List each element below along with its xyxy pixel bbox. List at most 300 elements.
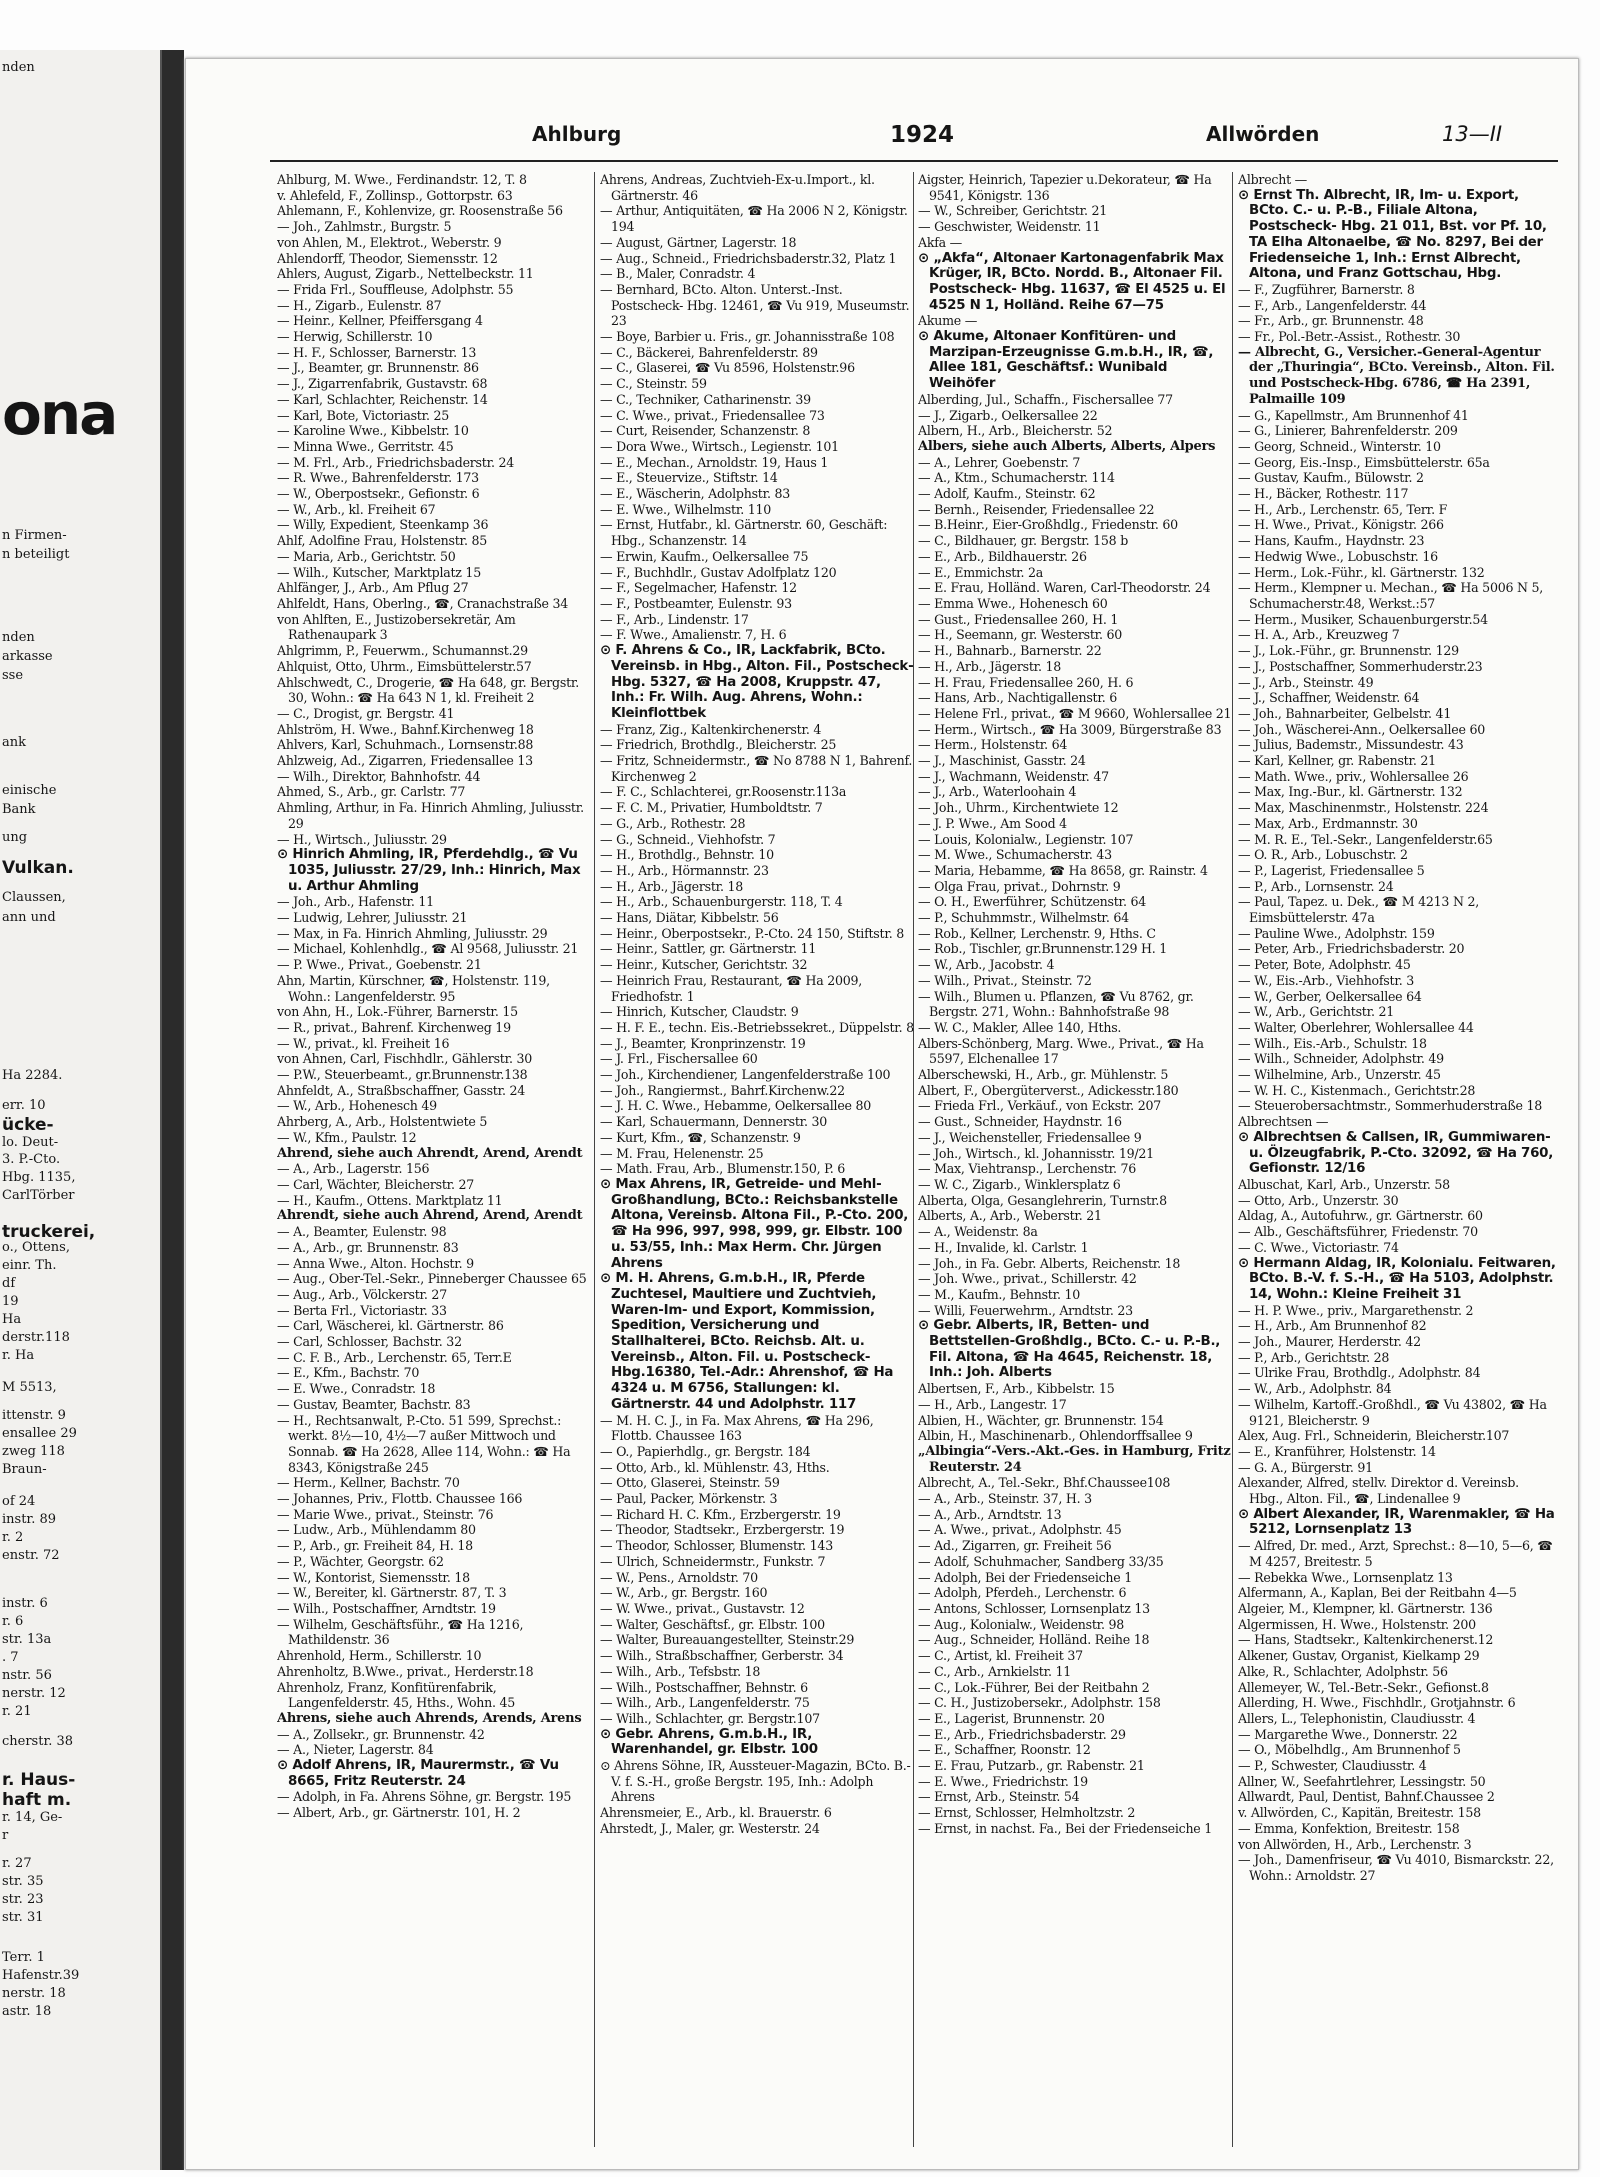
directory-entry: Alexander, Alfred, stellv. Direktor d. Vereinsb. Hbg., Alton. Fil., ☎, Lindenallee 9 xyxy=(1238,1475,1519,1507)
directory-entry: — E., Steuervize., Stiftstr. 14 xyxy=(600,470,778,486)
directory-entry: Ahlburg, M. Wwe., Ferdinandstr. 12, T. 8 xyxy=(277,172,527,187)
neighbour-page-fragment: r. 27 xyxy=(2,1856,32,1871)
directory-entry: — A., Nieter, Lagerstr. 84 xyxy=(277,1742,434,1758)
directory-entry: von Ahlften, E., Justizobersekretär, Am Rathenaupark 3 xyxy=(277,611,516,643)
neighbour-page-fragment: nden xyxy=(2,60,35,75)
firm-entry: ⊙ Hinrich Ahmling, IR, Pferdehdlg., ☎ Vu 1035, Juliusstr. 27/29, Inh.: Hinrich, Max u. Arthur Ahmling xyxy=(277,847,581,894)
directory-entry: — Aug., Schneid., Friedrichsbaderstr.32, Platz 1 xyxy=(600,250,897,266)
directory-entry: — Walter, Oberlehrer, Wohlersallee 44 xyxy=(1238,1019,1474,1035)
directory-entry: — E., Kfm., Bachstr. 70 xyxy=(277,1365,420,1381)
directory-entry: — Karl, Kellner, gr. Rabenstr. 21 xyxy=(1238,753,1436,769)
directory-entry: — W., Arb., Hohenesch 49 xyxy=(277,1098,437,1114)
directory-entry: — B.Heinr., Eier-Großhdlg., Friedenstr. 60 xyxy=(918,517,1178,533)
neighbour-page-fragment: Ha xyxy=(2,1312,22,1327)
neighbour-page-fragment: ittenstr. 9 xyxy=(2,1408,66,1423)
neighbour-page-fragment: Braun- xyxy=(2,1462,47,1477)
directory-entry: — Helene Frl., privat., ☎ M 9660, Wohlersallee 21 xyxy=(918,705,1232,721)
directory-entry: Ahmed, S., Arb., gr. Carlstr. 77 xyxy=(277,784,466,800)
directory-entry: — W., Oberpostsekr., Gefionstr. 6 xyxy=(277,486,480,502)
page-number: 13—II xyxy=(1442,122,1503,146)
directory-entry: — Antons, Schlosser, Lornsenplatz 13 xyxy=(918,1600,1150,1616)
directory-entry: — Heinr., Oberpostsekr., P.-Cto. 24 150, Stiftstr. 8 xyxy=(600,925,904,941)
directory-entry: — Adolf, Schuhmacher, Sandberg 33/35 xyxy=(918,1553,1164,1569)
directory-entry: — F., Zugführer, Barnerstr. 8 xyxy=(1238,281,1415,297)
directory-entry: — H., Arb., Jägerstr. 18 xyxy=(918,658,1062,674)
directory-entry: — J. Frl., Fischersallee 60 xyxy=(600,1051,758,1067)
directory-entry: — Heinrich Frau, Restaurant, ☎ Ha 2009, Friedhofstr. 1 xyxy=(600,972,863,1004)
neighbour-page-fragment: Terr. 1 xyxy=(2,1950,45,1965)
directory-entry: — E., Arb., Friedrichsbaderstr. 29 xyxy=(918,1726,1126,1742)
directory-entry: — Heinr., Kutscher, Gerichtstr. 32 xyxy=(600,957,808,973)
directory-entry: — Bernhard, BCto. Alton. Unterst.-Inst. Postscheck- Hbg. 12461, ☎ Vu 919, Museumstr. 23 xyxy=(600,281,910,329)
directory-entry: — Paul, Tapez. u. Dek., ☎ M 4213 N 2, Eimsbüttelerstr. 47a xyxy=(1238,894,1479,926)
directory-entry: — Wilh., Postschaffner, Arndtstr. 19 xyxy=(277,1600,496,1616)
directory-entry: — Friedrich, Brothdlg., Bleicherstr. 25 xyxy=(600,737,837,753)
directory-entry: — Herm., Holstenstr. 64 xyxy=(918,737,1068,753)
directory-entry: — Emma, Konfektion, Breitestr. 158 xyxy=(1238,1820,1460,1836)
directory-entry: „Albingia“-Vers.-Akt.-Ges. in Hamburg, Fritz Reuterstr. 24 xyxy=(918,1443,1231,1475)
directory-entry: — C., Drogist, gr. Bergstr. 41 xyxy=(277,705,455,721)
directory-entry: — W., Kfm., Paulstr. 12 xyxy=(277,1129,417,1145)
directory-entry: — F. C., Schlachterei, gr.Roosenstr.113a xyxy=(600,784,847,800)
binding-gutter xyxy=(162,50,184,2170)
neighbour-page-fragment: n beteiligt xyxy=(2,547,70,562)
directory-entry: — Hans, Diätar, Kibbelstr. 56 xyxy=(600,910,779,926)
neighbour-page-fragment: zweg 118 xyxy=(2,1444,65,1459)
neighbour-page-fragment: str. 23 xyxy=(2,1892,44,1907)
directory-entry: — M. H. C. J., in Fa. Max Ahrens, ☎ Ha 296, Flottb. Chaussee 163 xyxy=(600,1412,874,1444)
directory-entry: — Ad., Zigarren, gr. Freiheit 56 xyxy=(918,1538,1112,1554)
directory-entry: — R. Wwe., Bahrenfelderstr. 173 xyxy=(277,470,479,486)
directory-entry: — Herm., Klempner u. Mechan., ☎ Ha 5006 N 5, Schumacherstr.48, Werkst.:57 xyxy=(1238,580,1544,611)
directory-entry: — E. Wwe., Friedrichstr. 19 xyxy=(918,1773,1088,1789)
directory-entry: — Adolph, Pferdeh., Lerchenstr. 6 xyxy=(918,1585,1127,1601)
directory-entry: — H., Zigarb., Eulenstr. 87 xyxy=(277,297,442,313)
neighbour-page-fragment: instr. 89 xyxy=(2,1512,57,1527)
directory-entry: — Wilh., Privat., Steinstr. 72 xyxy=(918,972,1092,988)
directory-entry: — Frida Frl., Souffleuse, Adolphstr. 55 xyxy=(277,281,514,297)
directory-entry: Alex, Aug. Frl., Schneiderin, Bleicherstr.107 xyxy=(1238,1428,1510,1444)
directory-entry: — F. C. M., Privatier, Humboldtstr. 7 xyxy=(600,800,823,816)
directory-entry: Ahlström, H. Wwe., Bahnf.Kirchenweg 18 xyxy=(277,721,534,737)
directory-entry: — Heinr., Kellner, Pfeiffersgang 4 xyxy=(277,313,483,329)
directory-entry: — O. R., Arb., Lobuschstr. 2 xyxy=(1238,847,1408,863)
directory-entry: — Joh., Wirtsch., kl. Johannisstr. 19/21 xyxy=(918,1145,1154,1161)
neighbour-page-fragment: n Firmen- xyxy=(2,528,67,543)
directory-entry: — Hedwig Wwe., Lobuschstr. 16 xyxy=(1238,548,1438,564)
neighbour-page-fragment: nstr. 56 xyxy=(2,1668,52,1683)
directory-entry: — Peter, Bote, Adolphstr. 45 xyxy=(1238,957,1411,973)
directory-entry: — Wilh., Schneider, Adolphstr. 49 xyxy=(1238,1051,1444,1067)
directory-entry: — P.W., Steuerbeamt., gr.Brunnenstr.138 xyxy=(277,1067,528,1083)
directory-entry: Ahrberg, A., Arb., Holstentwiete 5 xyxy=(277,1114,488,1130)
directory-entry: — Math. Frau, Arb., Blumenstr.150, P. 6 xyxy=(600,1161,846,1177)
directory-entry: — Carl, Wächter, Bleicherstr. 27 xyxy=(277,1177,475,1192)
neighbour-page-fragment: 3. P.-Cto. xyxy=(2,1152,61,1167)
directory-entry: Ahrens, Andreas, Zuchtvieh-Ex-u.Import., kl. Gärtnerstr. 46 xyxy=(600,172,875,203)
neighbour-page-fragment: einr. Th. xyxy=(2,1258,57,1273)
directory-entry: — W., Pens., Arnoldstr. 70 xyxy=(600,1569,758,1585)
directory-entry: Albers-Schönberg, Marg. Wwe., Privat., ☎ Ha 5597, Elchenallee 17 xyxy=(918,1035,1204,1067)
directory-entry: — W., privat., kl. Freiheit 16 xyxy=(277,1035,450,1051)
directory-entry: — Ernst, Hutfabr., kl. Gärtnerstr. 60, Geschäft: Hbg., Schanzenstr. 14 xyxy=(600,517,888,549)
directory-entry: — J. H. C. Wwe., Hebamme, Oelkersallee 80 xyxy=(600,1098,872,1114)
directory-entry: — H., Bahnarb., Barnerstr. 22 xyxy=(918,643,1102,659)
directory-entry: Ahmling, Arthur, in Fa. Hinrich Ahmling, Juliusstr. 29 xyxy=(277,800,584,831)
directory-entry: — C. H., Justizobersekr., Adolphstr. 158 xyxy=(918,1695,1161,1711)
directory-entry: — Curt, Reisender, Schanzenstr. 8 xyxy=(600,423,811,439)
neighbour-page-fragment: 19 xyxy=(2,1294,19,1309)
directory-entry: — Georg, Schneid., Winterstr. 10 xyxy=(1238,438,1441,454)
directory-column-3 xyxy=(918,172,1236,2147)
directory-entry: — Karl, Schlachter, Reichenstr. 14 xyxy=(277,391,488,407)
directory-entry: — Joh., Uhrm., Kirchentwiete 12 xyxy=(918,800,1119,816)
directory-entry: — H., Arb., Schauenburgerstr. 118, T. 4 xyxy=(600,894,843,910)
neighbour-page-fragment: str. 31 xyxy=(2,1910,44,1925)
directory-entry: — W., Eis.-Arb., Viehhofstr. 3 xyxy=(1238,972,1414,988)
directory-entry: — A., Arb., Lagerstr. 156 xyxy=(277,1161,430,1177)
neighbour-page-fragment: lo. Deut- xyxy=(2,1135,59,1150)
directory-entry: — O., Papierhdlg., gr. Bergstr. 184 xyxy=(600,1443,811,1459)
directory-entry: — H. F. E., techn. Eis.-Betriebssekret., Düppelstr. 8 xyxy=(600,1019,914,1035)
directory-entry: — Margarethe Wwe., Donnerstr. 22 xyxy=(1238,1726,1458,1742)
directory-entry: — P., Arb., Gerichtstr. 28 xyxy=(1238,1349,1390,1365)
directory-entry: — E., Emmichstr. 2a xyxy=(918,564,1044,580)
directory-entry: — A., Arb., gr. Brunnenstr. 83 xyxy=(277,1239,459,1255)
directory-entry: — H., Arb., Langestr. 17 xyxy=(918,1396,1067,1412)
directory-entry: — Frieda Frl., Verkäuf., von Eckstr. 207 xyxy=(918,1098,1161,1114)
directory-entry: — E., Lagerist, Brunnenstr. 20 xyxy=(918,1710,1105,1726)
directory-entry: Ahlgrimm, P., Feuerwm., Schumannst.29 xyxy=(277,643,528,659)
directory-entry: Ahn, Martin, Kürschner, ☎, Holstenstr. 119, Wohn.: Langenfelderstr. 95 xyxy=(277,972,550,1004)
directory-entry: — E. Wwe., Wilhelmstr. 110 xyxy=(600,501,771,517)
directory-entry: — Boye, Barbier u. Fris., gr. Johannisstraße 108 xyxy=(600,329,895,345)
head-first-name: Ahlburg xyxy=(532,122,622,146)
directory-entry: — Paul, Packer, Mörkenstr. 3 xyxy=(600,1491,778,1507)
directory-entry: Ahlendorff, Theodor, Siemensstr. 12 xyxy=(277,250,498,266)
directory-entry: — Joh., Arb., Hafenstr. 11 xyxy=(277,894,434,910)
directory-entry: — J., Arb., Waterloohain 4 xyxy=(918,784,1077,800)
directory-entry: — J., Weichensteller, Friedensallee 9 xyxy=(918,1129,1142,1145)
directory-entry: — Louis, Kolonialw., Legienstr. 107 xyxy=(918,831,1134,847)
directory-entry: — Maria, Hebamme, ☎ Ha 8658, gr. Rainstr. 4 xyxy=(918,862,1208,878)
directory-entry: — P., Schuhmmstr., Wilhelmstr. 64 xyxy=(918,910,1129,926)
directory-entry: Alfermann, A., Kaplan, Bei der Reitbahn 4—5 xyxy=(1238,1585,1517,1601)
directory-entry: — J., Arb., Steinstr. 49 xyxy=(1238,674,1374,690)
neighbour-page-fragment: err. 10 xyxy=(2,1098,46,1113)
directory-entry: — A., Ktm., Schumacherstr. 114 xyxy=(918,470,1115,486)
directory-column-1 xyxy=(277,172,595,2147)
directory-entry: — Theodor, Stadtsekr., Erzbergerstr. 19 xyxy=(600,1522,845,1538)
neighbour-page-fragment: truckerei, xyxy=(2,1222,96,1242)
neighbour-page-fragment: ung xyxy=(2,830,28,845)
neighbour-page-fragment: astr. 18 xyxy=(2,2004,52,2019)
directory-entry: — A., Zollsekr., gr. Brunnenstr. 42 xyxy=(277,1726,485,1742)
directory-entry: — Albrecht, G., Versicher.-General-Agentur der „Thuringia“, BCto. Vereinsb., Alton. Fil. und Postscheck-Hbg. 6786, ☎ Ha 2391, Palmaille 109 xyxy=(1238,344,1555,407)
directory-entry: — Richard H. C. Kfm., Erzbergerstr. 19 xyxy=(600,1506,841,1522)
directory-entry: von Ahn, H., Lok.-Führer, Barnerstr. 15 xyxy=(277,1004,518,1020)
directory-entry: — Wilh., Direktor, Bahnhofstr. 44 xyxy=(277,768,481,784)
directory-entry: Alberschewski, H., Arb., gr. Mühlenstr. 5 xyxy=(918,1067,1169,1083)
directory-entry: Albin, H., Maschinenarb., Ohlendorffsallee 9 xyxy=(918,1428,1193,1444)
directory-entry: — W., Kontorist, Siemensstr. 18 xyxy=(277,1569,470,1585)
directory-entry: — Wilhelmine, Arb., Unzerstr. 45 xyxy=(1238,1067,1441,1083)
directory-entry: — H., Arb., Hörmannstr. 23 xyxy=(600,862,769,878)
directory-entry: — J., Beamter, gr. Brunnenstr. 86 xyxy=(277,360,479,376)
directory-entry: — C., Bildhauer, gr. Bergstr. 158 b xyxy=(918,533,1129,549)
directory-entry: — A. Wwe., privat., Adolphstr. 45 xyxy=(918,1522,1122,1538)
directory-entry: — J., Beamter, Kronprinzenstr. 19 xyxy=(600,1035,806,1051)
directory-entry: — H. F., Schlosser, Barnerstr. 13 xyxy=(277,344,477,360)
directory-entry: — Rebekka Wwe., Lornsenplatz 13 xyxy=(1238,1569,1453,1585)
directory-entry: — Ernst, Arb., Steinstr. 54 xyxy=(918,1789,1080,1805)
directory-entry: Allerding, H. Wwe., Fischhdlr., Grotjahnstr. 6 xyxy=(1238,1695,1516,1711)
directory-entry: — Berta Frl., Victoriastr. 33 xyxy=(277,1302,447,1318)
directory-entry: — Aug., Schneider, Holländ. Reihe 18 xyxy=(918,1632,1150,1648)
directory-entry: Ahlvers, Karl, Schuhmach., Lornsenstr.88 xyxy=(277,737,534,753)
directory-entry: — Walter, Bureauangestellter, Steinstr.29 xyxy=(600,1632,855,1648)
directory-entry: — W. C., Makler, Allee 140, Hths. xyxy=(918,1019,1122,1035)
directory-entry: — P. Wwe., Privat., Goebenstr. 21 xyxy=(277,957,482,973)
directory-entry: Algeier, M., Klempner, kl. Gärtnerstr. 136 xyxy=(1238,1600,1493,1616)
directory-entry: Albert, F., Obergüterverst., Adickesstr.180 xyxy=(918,1082,1179,1098)
directory-entry: — Max, Arb., Erdmannstr. 30 xyxy=(1238,815,1418,831)
directory-entry: Ahlf, Adolfine Frau, Holstenstr. 85 xyxy=(277,533,487,549)
firm-entry: ⊙ Hermann Aldag, IR, Kolonialu. Feitwaren, BCto. B.-V. f. S.-H., ☎ Ha 5103, Adolphstr. 14, Wohn.: Kleine Freiheit 31 xyxy=(1238,1255,1556,1302)
neighbour-page-fragment: sse xyxy=(2,668,24,683)
neighbour-page-fragment: ann und xyxy=(2,910,56,925)
firm-entry: ⊙ M. H. Ahrens, G.m.b.H., IR, Pferde Zuchtesel, Maultiere und Zuchtvieh, Waren-Im- und Export, Kommission, Spedition, Versicherung und Stallhalterei, BCto. Reichsb. Alt. u. Vereinsb., Alton. Fil. u. Postscheck-Hbg.16380, Tel.-Adr.: Ahrenshof, ☎ Ha 4324 u. M 6756, Stallungen: kl. Gärtnerstr. 44 und Adolphstr. 117 xyxy=(600,1271,894,1412)
directory-column-2 xyxy=(600,172,918,2147)
directory-entry: — Otto, Glaserei, Steinstr. 59 xyxy=(600,1475,780,1491)
directory-entry: — H. P. Wwe., priv., Margarethenstr. 2 xyxy=(1238,1302,1474,1318)
neighbour-page-fragment: . 7 xyxy=(2,1650,19,1665)
directory-entry: — Fritz, Schneidermstr., ☎ No 8788 N 1, Bahrenf. Kirchenweg 2 xyxy=(600,753,913,784)
directory-entry: Ahrend, siehe auch Ahrendt, Arend, Arendt xyxy=(277,1145,583,1161)
directory-entry: Ahlschwedt, C., Drogerie, ☎ Ha 648, gr. Bergstr. 30, Wohn.: ☎ Ha 643 N 1, kl. Freiheit 2 xyxy=(277,674,580,706)
directory-entry: — Herm., Kellner, Bachstr. 70 xyxy=(277,1475,460,1491)
directory-entry: — E., Kranführer, Holstenstr. 14 xyxy=(1238,1443,1436,1459)
neighbour-page-fragment: einische xyxy=(2,783,57,798)
directory-entry: — F. Wwe., Amalienstr. 7, H. 6 xyxy=(600,627,787,643)
directory-entry: — H. A., Arb., Kreuzweg 7 xyxy=(1238,627,1400,643)
directory-entry: Alberta, Olga, Gesanglehrerin, Turnstr.8 xyxy=(918,1192,1167,1208)
directory-entry: v. Ahlefeld, F., Zollinsp., Gottorpstr. 63 xyxy=(277,187,513,203)
directory-entry: Albrechtsen — xyxy=(1238,1114,1329,1130)
neighbour-page-fragment: str. 13a xyxy=(2,1632,52,1647)
directory-entry: — Rob., Tischler, gr.Brunnenstr.129 H. 1 xyxy=(918,941,1167,957)
directory-entry: — Rob., Kellner, Lerchenstr. 9, Hths. C xyxy=(918,925,1156,941)
directory-entry: — Walter, Geschäftsf., gr. Elbstr. 100 xyxy=(600,1616,825,1632)
directory-entry: — Alfred, Dr. med., Arzt, Sprechst.: 8—10, 5—6, ☎ M 4257, Breitestr. 5 xyxy=(1238,1538,1553,1569)
neighbour-page-fragment: Claussen, xyxy=(2,890,66,905)
directory-entry: — W. Wwe., privat., Gustavstr. 12 xyxy=(600,1600,805,1616)
neighbour-page-fragment: r xyxy=(2,1828,9,1843)
directory-entry: — Heinr., Sattler, gr. Gärtnerstr. 11 xyxy=(600,941,817,957)
directory-entry: — Erwin, Kaufm., Oelkersallee 75 xyxy=(600,548,809,564)
directory-entry: — Arthur, Antiquitäten, ☎ Ha 2006 N 2, Königstr. 194 xyxy=(600,203,908,235)
directory-entry: Allner, W., Seefahrtlehrer, Lessingstr. 50 xyxy=(1238,1773,1486,1789)
neighbour-page-fragment: haft m. xyxy=(2,1790,72,1810)
directory-entry: — Karl, Schauermann, Dennerstr. 30 xyxy=(600,1114,828,1130)
directory-entry: — Minna Wwe., Gerritstr. 45 xyxy=(277,438,454,454)
directory-entry: Alkener, Gustav, Organist, Kielkamp 29 xyxy=(1238,1648,1480,1664)
directory-column-4 xyxy=(1238,172,1556,2147)
directory-entry: Ahlers, August, Zigarb., Nettelbeckstr. 11 xyxy=(277,266,534,282)
directory-entry: — R., privat., Bahrenf. Kirchenweg 19 xyxy=(277,1019,511,1035)
directory-entry: — M. R. E., Tel.-Sekr., Langenfelderstr.65 xyxy=(1238,831,1493,847)
directory-entry: — Ulrike Frau, Brothdlg., Adolphstr. 84 xyxy=(1238,1365,1481,1381)
directory-entry: Ahlquist, Otto, Uhrm., Eimsbüttelerstr.57 xyxy=(277,658,532,674)
firm-entry: ⊙ Adolf Ahrens, IR, Maurermstr., ☎ Vu 8665, Fritz Reuterstr. 24 xyxy=(277,1758,559,1789)
directory-entry: — Carl, Schlosser, Bachstr. 32 xyxy=(277,1334,462,1350)
directory-entry: — C., Artist, kl. Freiheit 37 xyxy=(918,1648,1083,1664)
directory-entry: — Hans, Arb., Nachtigallenstr. 6 xyxy=(918,690,1118,706)
directory-entry: Alberts, A., Arb., Weberstr. 21 xyxy=(918,1208,1102,1224)
directory-entry: — Hinrich, Kutscher, Claudstr. 9 xyxy=(600,1004,799,1020)
directory-entry: — W., Arb., Gerichtstr. 21 xyxy=(1238,1004,1395,1020)
directory-entry: — Wilhelm, Kartoff.-Großhdl., ☎ Vu 43802, ☎ Ha 9121, Bleicherstr. 9 xyxy=(1238,1396,1547,1428)
directory-entry: — Albert, Arb., gr. Gärtnerstr. 101, H. 2 xyxy=(277,1805,521,1821)
head-year: 1924 xyxy=(890,122,955,148)
directory-entry: — J., Maschinist, Gasstr. 24 xyxy=(918,753,1086,769)
directory-entry: — O. H., Ewerführer, Schützenstr. 64 xyxy=(918,894,1146,910)
directory-entry: — M. Wwe., Schumacherstr. 43 xyxy=(918,847,1112,863)
directory-entry: — H., Wirtsch., Juliusstr. 29 xyxy=(277,831,447,847)
neighbour-page-fragment: of 24 xyxy=(2,1494,36,1509)
directory-entry: — C., Steinstr. 59 xyxy=(600,376,707,392)
neighbour-page-fragment: ensallee 29 xyxy=(2,1426,77,1441)
directory-entry: Akume — xyxy=(918,313,978,329)
directory-entry: — F., Postbeamter, Eulenstr. 93 xyxy=(600,595,792,611)
neighbour-page-fragment: df xyxy=(2,1276,16,1291)
directory-entry: — Wilh., Postschaffner, Behnstr. 6 xyxy=(600,1679,808,1695)
directory-entry: — Willi, Feuerwehrm., Arndtstr. 23 xyxy=(918,1302,1133,1318)
directory-entry: — E. Frau, Holländ. Waren, Carl-Theodorstr. 24 xyxy=(918,580,1211,596)
neighbour-page-fragment: Bank xyxy=(2,802,36,817)
directory-entry: — M. Frau, Helenenstr. 25 xyxy=(600,1145,764,1161)
directory-entry: — P., Schwester, Claudiusstr. 4 xyxy=(1238,1758,1427,1774)
neighbour-page-fragment: enstr. 72 xyxy=(2,1548,60,1563)
directory-entry: — Michael, Kohlenhdlg., ☎ Al 9568, Juliusstr. 21 xyxy=(277,941,579,957)
directory-entry: — C., Bäckerei, Bahrenfelderstr. 89 xyxy=(600,344,818,360)
directory-entry: — A., Beamter, Eulenstr. 98 xyxy=(277,1224,447,1240)
directory-entry: — H. Frau, Friedensallee 260, H. 6 xyxy=(918,674,1134,690)
directory-entry: — Kurt, Kfm., ☎, Schanzenstr. 9 xyxy=(600,1129,801,1145)
directory-entry: — Julius, Bademstr., Missundestr. 43 xyxy=(1238,737,1464,753)
directory-entry: — C. Wwe., Victoriastr. 74 xyxy=(1238,1239,1399,1255)
directory-entry: Aigster, Heinrich, Tapezier u.Dekorateur, ☎ Ha 9541, Königstr. 136 xyxy=(918,172,1212,203)
directory-entry: — A., Weidenstr. 8a xyxy=(918,1224,1038,1240)
firm-entry: ⊙ Akume, Altonaer Konfitüren- und Marzipan-Erzeugnisse G.m.b.H., IR, ☎, Allee 181, Geschäftsf.: Wunibald Weihöfer xyxy=(918,329,1214,392)
directory-entry: — Wilh., Straßbschaffner, Gerberstr. 34 xyxy=(600,1648,844,1664)
directory-entry: von Allwörden, H., Arb., Lerchenstr. 3 xyxy=(1238,1836,1472,1852)
directory-entry: — Joh., in Fa. Gebr. Alberts, Reichenstr. 18 xyxy=(918,1255,1181,1271)
directory-entry: von Ahnen, Carl, Fischhdlr., Gählerstr. 30 xyxy=(277,1051,533,1067)
directory-entry: — Herm., Wirtsch., ☎ Ha 3009, Bürgerstraße 83 xyxy=(918,721,1222,737)
directory-entry: — Fr., Pol.-Betr.-Assist., Rothestr. 30 xyxy=(1238,329,1461,345)
directory-entry: — Max, Ing.-Bur., kl. Gärtnerstr. 132 xyxy=(1238,784,1463,800)
directory-entry: — H., Rechtsanwalt, P.-Cto. 51 599, Sprechst.: werkt. 8½—10, 4½—7 außer Mittwoch und Sonnab. ☎ Ha 2628, Allee 114, Wohn.: ☎ Ha 8343, Königstraße 245 xyxy=(277,1412,571,1475)
directory-entry: — Gustav, Beamter, Bachstr. 83 xyxy=(277,1396,471,1412)
directory-entry: Ahlemann, F., Kohlenvize, gr. Roosenstraße 56 xyxy=(277,203,563,219)
directory-entry: Ahrstedt, J., Maler, gr. Westerstr. 24 xyxy=(600,1820,820,1836)
directory-entry: Allemeyer, W., Tel.-Betr.-Sekr., Gefionst.8 xyxy=(1238,1679,1489,1695)
directory-entry: — Ludw., Arb., Mühlendamm 80 xyxy=(277,1522,476,1538)
directory-entry: — G., Kapellmstr., Am Brunnenhof 41 xyxy=(1238,407,1469,423)
neighbour-page-fragment: r. 2 xyxy=(2,1530,24,1545)
directory-entry: — G., Schneid., Viehhofstr. 7 xyxy=(600,831,776,847)
directory-entry: — J., Wachmann, Weidenstr. 47 xyxy=(918,768,1109,784)
neighbour-page-fragment: nerstr. 18 xyxy=(2,1986,66,2001)
neighbour-page-fragment: cherstr. 38 xyxy=(2,1734,74,1749)
directory-entry: Aldag, A., Autofuhrw., gr. Gärtnerstr. 60 xyxy=(1238,1208,1483,1224)
directory-entry: — Pauline Wwe., Adolphstr. 159 xyxy=(1238,925,1435,941)
directory-entry: Algermissen, H. Wwe., Holstenstr. 200 xyxy=(1238,1616,1476,1632)
directory-entry: — E., Schaffner, Roonstr. 12 xyxy=(918,1742,1091,1758)
directory-entry: Albrecht, A., Tel.-Sekr., Bhf.Chaussee108 xyxy=(918,1475,1171,1491)
directory-entry: — Joh., Rangiermst., Bahrf.Kirchenw.22 xyxy=(600,1082,845,1098)
directory-entry: — O., Möbelhdlg., Am Brunnenhof 5 xyxy=(1238,1742,1461,1758)
directory-entry: — H., Bäcker, Rothestr. 117 xyxy=(1238,486,1409,502)
directory-entry: — H., Brothdlg., Behnstr. 10 xyxy=(600,847,774,863)
directory-entry: Albern, H., Arb., Bleicherstr. 52 xyxy=(918,423,1113,439)
directory-entry: — Carl, Wäscherei, kl. Gärtnerstr. 86 xyxy=(277,1318,504,1334)
neighbour-page-fragment: ona xyxy=(2,380,117,448)
directory-entry: — C., Arb., Arnkielstr. 11 xyxy=(918,1663,1072,1679)
directory-entry: — Hans, Kaufm., Haydnstr. 23 xyxy=(1238,533,1425,549)
directory-entry: — J., Zigarb., Oelkersallee 22 xyxy=(918,407,1098,423)
directory-entry: — A., Arb., Steinstr. 37, H. 3 xyxy=(918,1491,1092,1507)
directory-entry: — J., Postschaffner, Sommerhuderstr.23 xyxy=(1238,658,1483,674)
neighbour-page-fragment: M 5513, xyxy=(2,1380,57,1395)
directory-entry: — Wilh., Kutscher, Marktplatz 15 xyxy=(277,564,481,580)
directory-entry: — E. Wwe., Conradstr. 18 xyxy=(277,1381,436,1397)
directory-entry: — F., Buchhdlr., Gustav Adolfplatz 120 xyxy=(600,564,837,580)
head-last-name: Allwörden xyxy=(1206,122,1320,146)
directory-entry: Albertsen, F., Arb., Kibbelstr. 15 xyxy=(918,1381,1115,1397)
directory-entry: — H., Arb., Jägerstr. 18 xyxy=(600,878,744,894)
directory-entry: — C. F. B., Arb., Lerchenstr. 65, Terr.E xyxy=(277,1349,512,1365)
directory-entry: Ahrensmeier, E., Arb., kl. Brauerstr. 6 xyxy=(600,1805,832,1821)
directory-entry: — G., Linierer, Bahrenfelderstr. 209 xyxy=(1238,423,1458,439)
neighbour-page-fragment: o., Ottens, xyxy=(2,1240,70,1255)
directory-entry: — G., Arb., Rothestr. 28 xyxy=(600,815,746,831)
directory-entry: — Max, in Fa. Hinrich Ahmling, Juliusstr. 29 xyxy=(277,925,548,941)
directory-entry: ⊙ Ahrens Söhne, IR, Aussteuer-Magazin, BCto. B.-V. f. S.-H., große Bergstr. 195, Inh.: Adolph Ahrens xyxy=(600,1758,911,1805)
directory-entry: — Otto, Arb., kl. Mühlenstr. 43, Hths. xyxy=(600,1459,830,1475)
directory-entry: — Dora Wwe., Wirtsch., Legienstr. 101 xyxy=(600,438,839,454)
directory-entry: — J., Zigarrenfabrik, Gustavstr. 68 xyxy=(277,376,488,392)
directory-entry: — Joh., Bahnarbeiter, Gelbelstr. 41 xyxy=(1238,705,1452,721)
directory-entry: — Ludwig, Lehrer, Juliusstr. 21 xyxy=(277,910,468,926)
directory-entry: — Gust., Friedensallee 260, H. 1 xyxy=(918,611,1119,627)
firm-entry: ⊙ Albert Alexander, IR, Warenmakler, ☎ Ha 5212, Lornsenplatz 13 xyxy=(1238,1506,1555,1538)
directory-entry: — W., Schreiber, Gerichtstr. 21 xyxy=(918,203,1108,219)
directory-entry: — F., Segelmacher, Hafenstr. 12 xyxy=(600,580,797,596)
directory-entry: — Gust., Schneider, Haydnstr. 16 xyxy=(918,1114,1122,1130)
directory-entry: — E., Wäscherin, Adolphstr. 83 xyxy=(600,486,791,502)
directory-entry: — C., Lok.-Führer, Bei der Reitbahn 2 xyxy=(918,1679,1150,1695)
directory-entry: — P., Arb., gr. Freiheit 84, H. 18 xyxy=(277,1538,473,1554)
directory-entry: — H., Arb., Am Brunnenhof 82 xyxy=(1238,1318,1427,1334)
directory-entry: — Herm., Lok.-Führ., kl. Gärtnerstr. 132 xyxy=(1238,564,1485,580)
directory-entry: — G. A., Bürgerstr. 91 xyxy=(1238,1459,1373,1475)
directory-entry: — W. H. C., Kistenmach., Gerichtstr.28 xyxy=(1238,1082,1476,1098)
directory-entry: Akfa — xyxy=(918,234,962,250)
directory-entry: — Wilh., Arb., Langenfelderstr. 75 xyxy=(600,1695,810,1711)
directory-entry: Albuschat, Karl, Arb., Unzerstr. 58 xyxy=(1238,1177,1450,1192)
